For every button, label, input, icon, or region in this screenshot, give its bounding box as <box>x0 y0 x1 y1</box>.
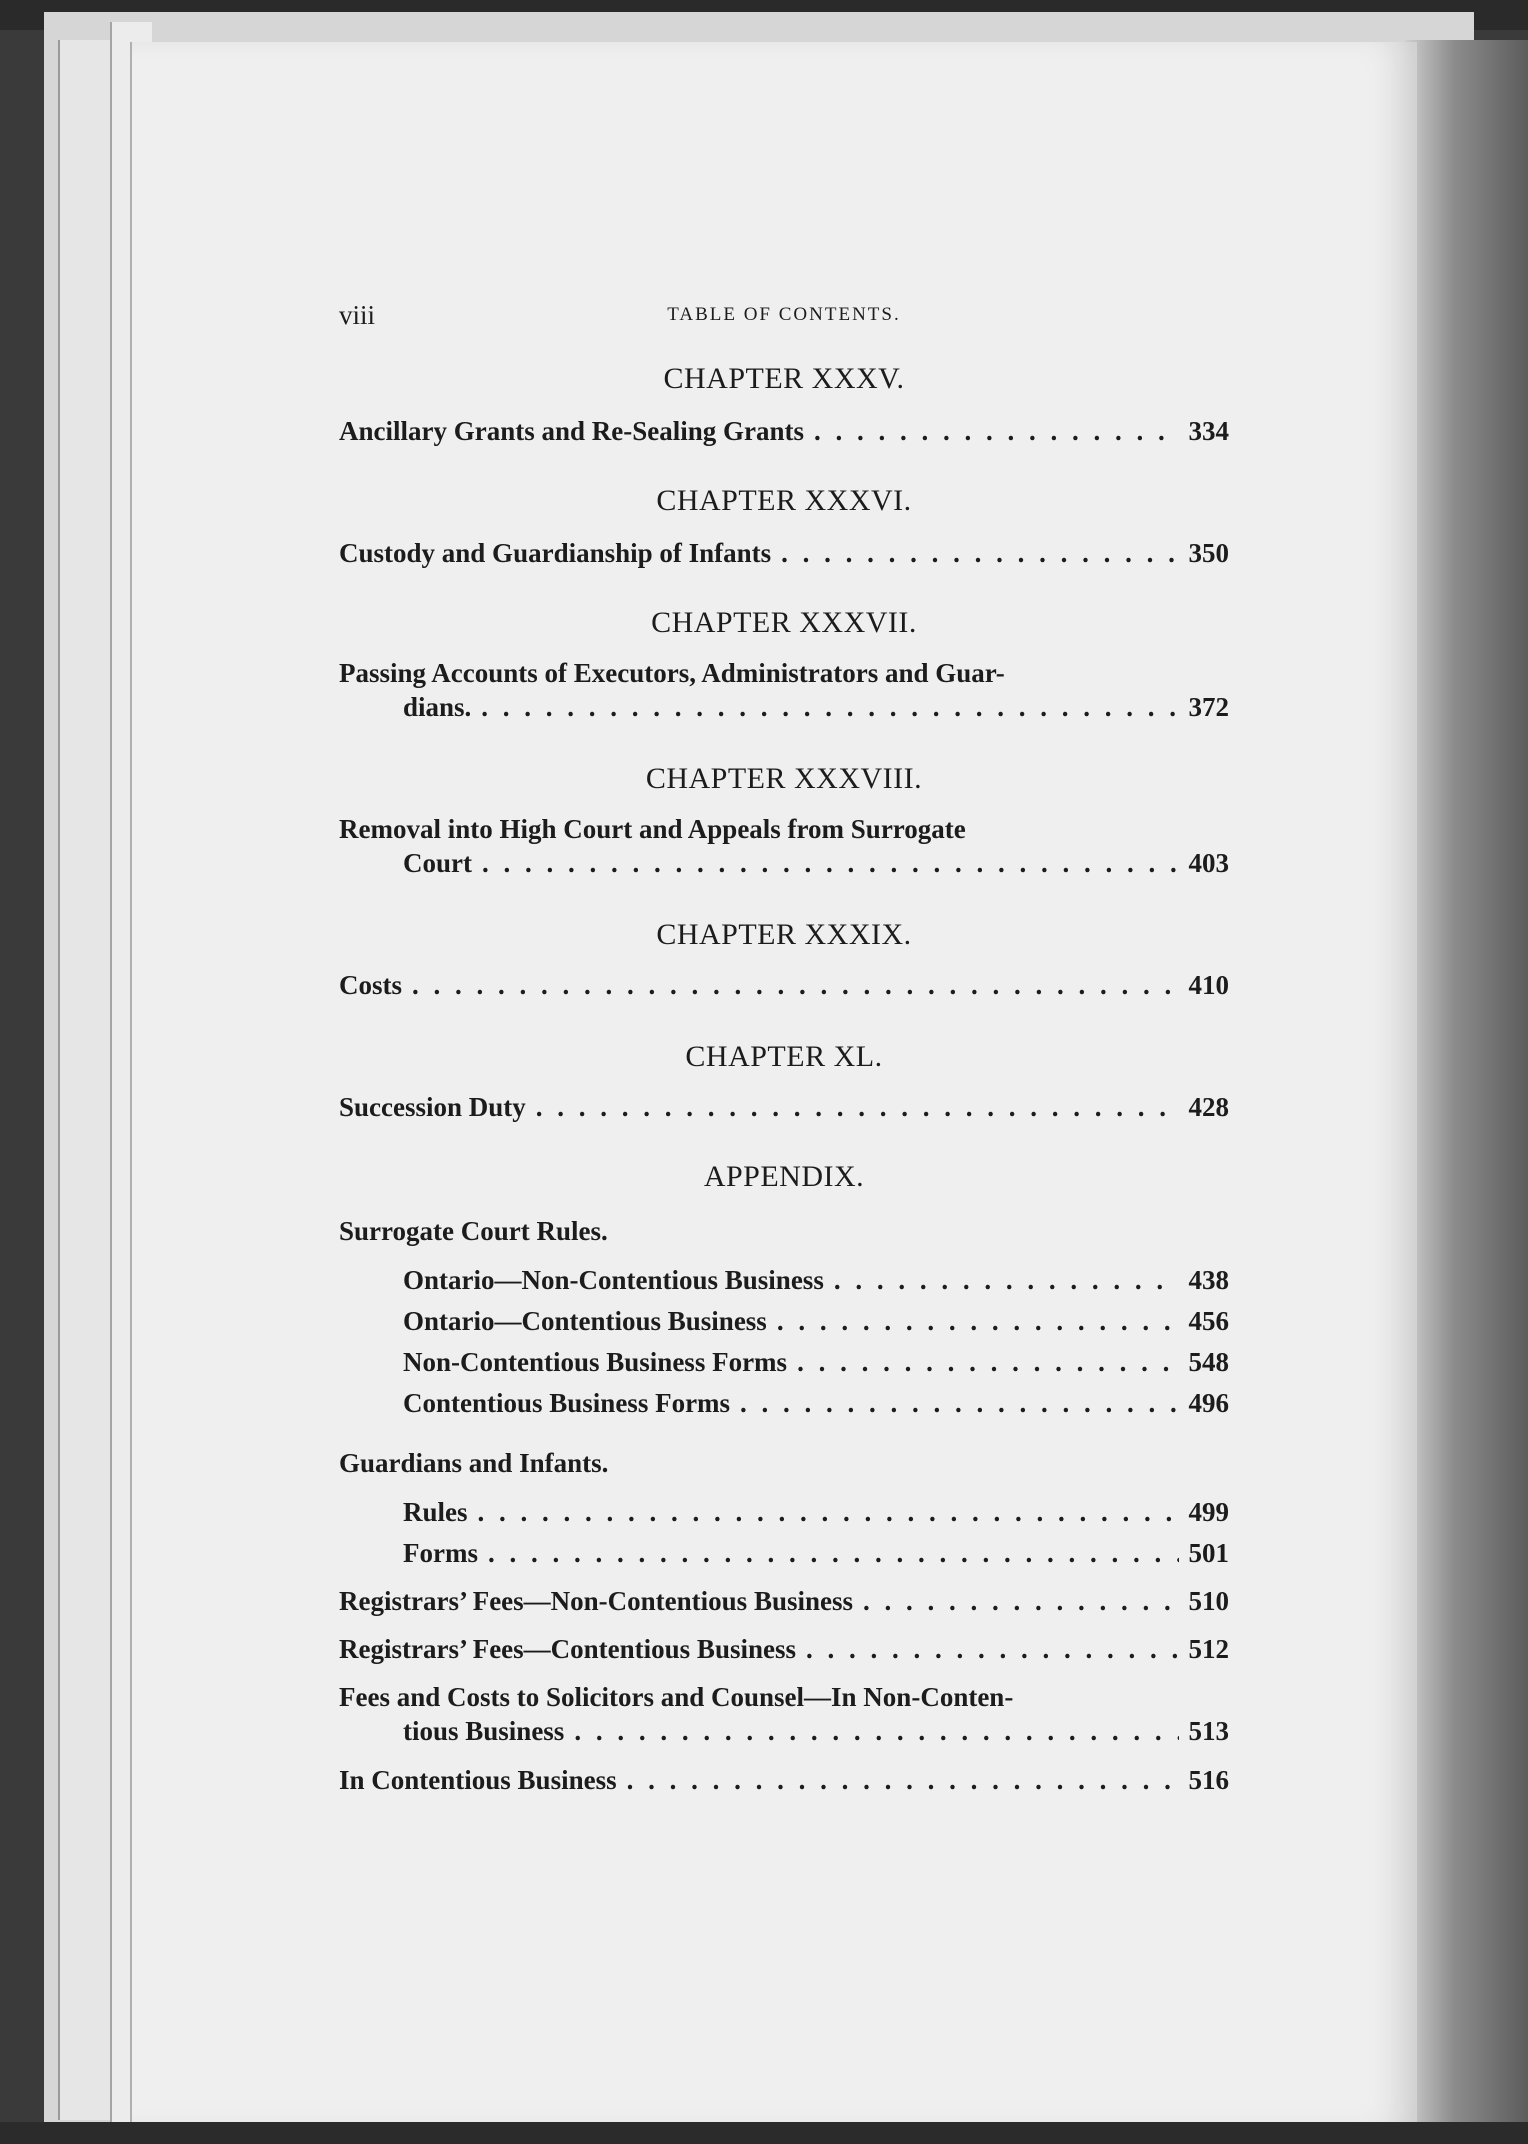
leader-dots <box>863 1584 1179 1618</box>
toc-entry <box>403 1263 1229 1297</box>
entry-page: 499 <box>1188 1497 1229 1527</box>
entry-page: 456 <box>1188 1306 1229 1336</box>
leader-dots <box>834 1263 1179 1297</box>
toc-entry <box>403 1536 1229 1570</box>
entry-title: Rules <box>403 1497 468 1527</box>
chapter-heading: CHAPTER XXXIX. <box>656 918 912 951</box>
appendix-heading: APPENDIX. <box>703 1160 865 1193</box>
entry-page: 516 <box>1188 1765 1229 1795</box>
binding-shadow <box>1405 40 1528 2130</box>
page-folio: viii <box>339 300 376 330</box>
entry-title-text: Removal into High Court and Appeals from Surrogate <box>339 814 966 844</box>
running-title: TABLE OF CONTENTS. <box>667 304 901 325</box>
entry-page: 428 <box>1188 1092 1229 1122</box>
entry-page: 334 <box>1188 416 1229 446</box>
leader-dots <box>627 1763 1179 1797</box>
entry-title: Custody and Guardianship of Infants <box>339 538 772 568</box>
toc-entry <box>339 1680 1229 1748</box>
entry-title: Registrars’ Fees—Contentious Business <box>339 1634 796 1664</box>
toc-entry <box>339 812 1229 880</box>
entry-title <box>339 812 1229 846</box>
entry-page: 403 <box>1188 848 1229 878</box>
toc-entry <box>403 1495 1229 1529</box>
toc-entry <box>339 414 1229 448</box>
entry-page: 410 <box>1188 970 1229 1000</box>
toc-entry <box>339 968 1229 1002</box>
leader-dots <box>574 1714 1178 1748</box>
entry-title: In Contentious Business <box>339 1765 617 1795</box>
leader-dots <box>777 1304 1179 1338</box>
entry-title: Registrars’ Fees—Non-Contentious Business <box>339 1586 853 1616</box>
chapter-heading: CHAPTER XXXV. <box>663 362 905 395</box>
leader-dots <box>797 1345 1178 1379</box>
toc-entry <box>339 1090 1229 1124</box>
section-label: Guardians and Infants. <box>339 1448 609 1478</box>
leader-dots <box>740 1386 1178 1420</box>
leader-dots <box>536 1090 1179 1124</box>
leader-dots <box>482 846 1179 880</box>
page-header <box>339 300 1229 336</box>
entry-title-continued: dians. <box>403 692 472 722</box>
toc-entry <box>339 536 1229 570</box>
entry-title: Ontario—Non-Contentious Business <box>403 1265 824 1295</box>
leader-dots <box>814 414 1178 448</box>
leader-dots <box>478 1495 1179 1529</box>
entry-page: 548 <box>1188 1347 1229 1377</box>
entry-title: Passing Accounts of Executors, Administrators and Guar- <box>339 658 1005 688</box>
entry-title: Non-Contentious Business Forms <box>403 1347 788 1377</box>
leader-dots <box>481 690 1178 724</box>
book-page <box>130 42 1417 2127</box>
entry-page: 513 <box>1188 1716 1229 1746</box>
entry-page: 372 <box>1188 692 1229 722</box>
entry-title: Fees and Costs to Solicitors and Counsel—In Non-Conten- <box>339 1682 1014 1712</box>
toc-entry <box>403 1304 1229 1338</box>
leader-dots <box>488 1536 1179 1570</box>
chapter-heading: CHAPTER XXXVI. <box>656 484 912 517</box>
entry-title: Costs <box>339 970 403 1000</box>
toc-entry <box>339 1584 1229 1618</box>
entry-title: Ontario—Contentious Business <box>403 1306 767 1336</box>
entry-title: Forms <box>403 1538 478 1568</box>
entry-title: Succession Duty <box>339 1092 526 1122</box>
entry-title: Ancillary Grants and Re-Sealing Grants <box>339 416 805 446</box>
leader-dots <box>781 536 1178 570</box>
entry-page: 496 <box>1188 1388 1229 1418</box>
entry-page: 501 <box>1188 1538 1229 1568</box>
toc-entry <box>339 1763 1229 1797</box>
toc-entry <box>339 656 1229 724</box>
entry-page: 510 <box>1188 1586 1229 1616</box>
leader-dots <box>412 968 1178 1002</box>
scan-background-bottom <box>0 2122 1528 2144</box>
chapter-heading: CHAPTER XXXVIII. <box>645 762 923 795</box>
chapter-heading: CHAPTER XL. <box>685 1040 883 1073</box>
entry-page: 438 <box>1188 1265 1229 1295</box>
section-label: Surrogate Court Rules. <box>339 1216 608 1246</box>
leader-dots <box>806 1632 1179 1666</box>
toc-entry <box>403 1345 1229 1379</box>
toc-entry <box>403 1386 1229 1420</box>
entry-title-continued: tious Business <box>403 1716 565 1746</box>
toc-entry <box>339 1632 1229 1666</box>
entry-title: Contentious Business Forms <box>403 1388 731 1418</box>
entry-page: 512 <box>1188 1634 1229 1664</box>
entry-title-continued: Court <box>403 848 472 878</box>
chapter-heading: CHAPTER XXXVII. <box>651 606 917 639</box>
entry-page: 350 <box>1188 538 1229 568</box>
